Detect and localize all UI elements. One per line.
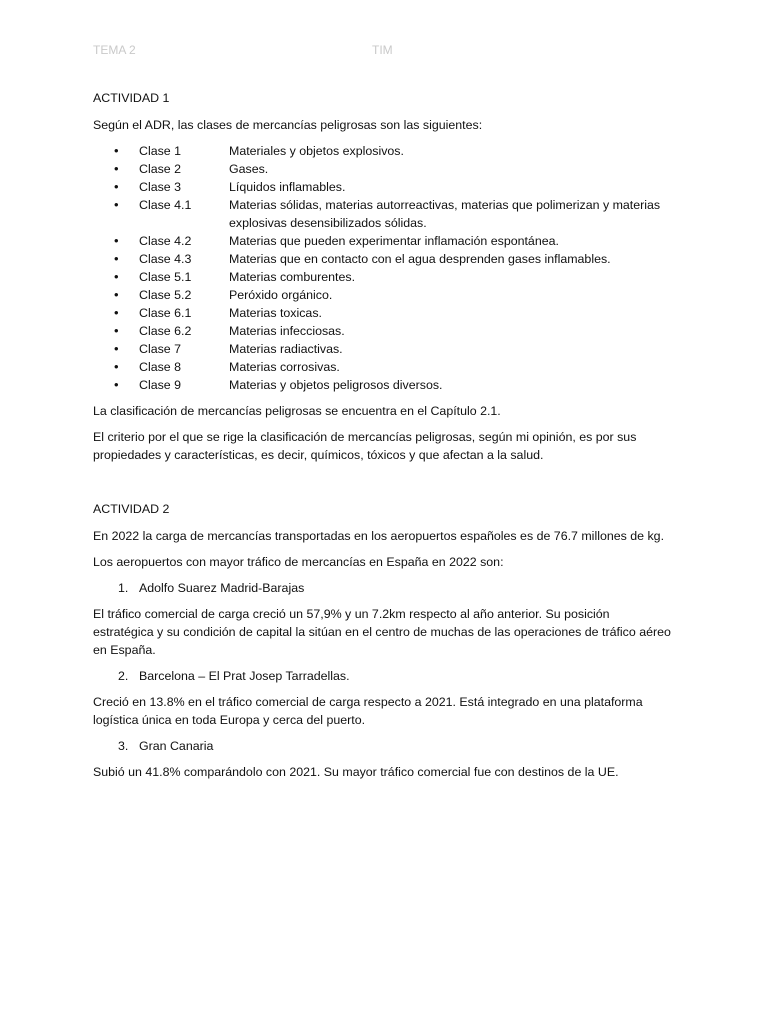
list-item [93,268,673,286]
document-body [93,89,673,789]
list-item [93,286,673,304]
class-description: Materias sólidas, materias autorreactivas, materias que polimerizan y materias explosivas desensibilizados sólidas. [229,198,661,230]
activity1-paragraph-1: La clasificación de mercancías peligrosas se encuentra en el Capítulo 2.1. [93,404,501,418]
bullet-icon: • [114,287,119,302]
activity2-heading: ACTIVIDAD 2 [93,502,170,516]
activity1-heading: ACTIVIDAD 1 [93,91,170,105]
airport-description: Subió un 41.8% comparándolo con 2021. Su mayor tráfico comercial fue con destinos de la UE. [93,765,619,779]
bullet-icon: • [114,269,119,284]
bullet-icon: • [114,341,119,356]
bullet-icon: • [114,305,119,320]
bullet-icon: • [114,377,119,392]
class-code: Clase 1 [139,144,182,158]
class-description: Gases. [229,162,269,176]
class-code: Clase 5.1 [139,270,192,284]
airport-name: Adolfo Suarez Madrid-Barajas [139,581,305,595]
item-number: 2. [118,669,129,683]
class-description: Materias que en contacto con el agua desprenden gases inflamables. [229,252,611,266]
airport-name: Barcelona – El Prat Josep Tarradellas. [139,669,350,683]
airport-list-1 [93,579,673,597]
class-code: Clase 6.2 [139,324,192,338]
class-code: Clase 4.2 [139,234,192,248]
airport-description: El tráfico comercial de carga creció un 57,9% y un 7.2km respecto al año anterior. Su posición estratégica y su condición de capital la sitúan en el centro de muchas de las operaciones de tráfico aéreo en España. [93,607,671,657]
class-description: Materias y objetos peligrosos diversos. [229,378,443,392]
bullet-icon: • [114,251,119,266]
list-item [93,196,673,232]
class-description: Materias comburentes. [229,270,356,284]
bullet-icon: • [114,359,119,374]
activity1-paragraph-2: El criterio por el que se rige la clasificación de mercancías peligrosas, según mi opinión, es por sus propiedades y características, es decir, químicos, tóxicos y que afectan a la salud. [93,430,637,462]
list-item [93,376,673,394]
class-code: Clase 8 [139,360,182,374]
class-code: Clase 4.3 [139,252,192,266]
header-center-text: TIM [372,43,393,57]
list-item [93,358,673,376]
item-number: 1. [118,581,129,595]
header-left-text: TEMA 2 [93,43,136,57]
hazard-class-list [93,142,673,394]
list-item [93,340,673,358]
bullet-icon: • [114,179,119,194]
section-spacer [93,472,673,500]
bullet-icon: • [114,143,119,158]
bullet-icon: • [114,161,119,176]
list-item [93,304,673,322]
bullet-icon: • [114,233,119,248]
list-item [93,232,673,250]
airport-name: Gran Canaria [139,739,214,753]
class-description: Materias corrosivas. [229,360,340,374]
list-item [93,250,673,268]
airport-list-3 [93,737,673,755]
list-item [93,579,673,597]
activity2-paragraph-1: En 2022 la carga de mercancías transportadas en los aeropuertos españoles es de 76.7 millones de kg. [93,529,665,543]
airport-list-2 [93,667,673,685]
airport-description: Creció en 13.8% en el tráfico comercial de carga respecto a 2021. Está integrado en una plataforma logística única en toda Europa y cerca del puerto. [93,695,643,727]
class-description: Líquidos inflamables. [229,180,346,194]
class-description: Materias que pueden experimentar inflamación espontánea. [229,234,559,248]
list-item [93,667,673,685]
list-item [93,142,673,160]
class-code: Clase 2 [139,162,182,176]
item-number: 3. [118,739,129,753]
class-description: Materias infecciosas. [229,324,345,338]
list-item [93,160,673,178]
class-description: Peróxido orgánico. [229,288,333,302]
class-code: Clase 3 [139,180,182,194]
class-code: Clase 4.1 [139,198,192,212]
class-code: Clase 9 [139,378,182,392]
list-item [93,737,673,755]
class-description: Materias toxicas. [229,306,322,320]
class-description: Materias radiactivas. [229,342,343,356]
class-code: Clase 5.2 [139,288,192,302]
activity2-paragraph-2: Los aeropuertos con mayor tráfico de mercancías en España en 2022 son: [93,555,504,569]
bullet-icon: • [114,197,119,212]
bullet-icon: • [114,323,119,338]
list-item [93,322,673,340]
class-code: Clase 7 [139,342,182,356]
class-description: Materiales y objetos explosivos. [229,144,404,158]
class-code: Clase 6.1 [139,306,192,320]
page-header [0,43,768,61]
activity1-intro: Según el ADR, las clases de mercancías peligrosas son las siguientes: [93,118,483,132]
list-item [93,178,673,196]
